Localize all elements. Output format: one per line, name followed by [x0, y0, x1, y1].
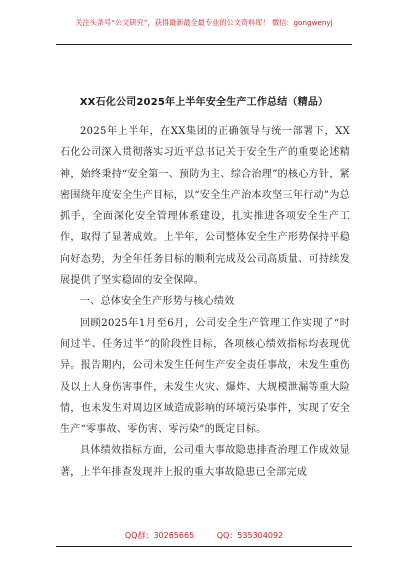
section-paragraph-2: 具体绩效指标方面，公司重大事故隐患排查治理工作成效显著，上半年排查发现并上报的重大事故隐患已全部完成	[60, 445, 350, 478]
footer-qq: QQ：535304092	[216, 531, 284, 540]
footer-qq-group: QQ群：30265665	[124, 531, 195, 540]
footer-contact	[0, 530, 408, 541]
header-divider	[56, 44, 352, 45]
document-body	[60, 121, 350, 483]
section-heading: 一、总体安全生产形势与核心绩效	[80, 296, 235, 308]
header-notice: 关注头条号“公文研究”，获得最新最全最专业的公文资料库！ 微信：gongwenyj	[75, 18, 333, 27]
section-paragraph-1: 回顾2025年1月至6月，公司安全生产管理工作实现了“时间过半、任务过半”的阶段性目标，各项核心绩效指标均表现优异。报告期内，公司未发生任何生产安全责任事故，未发生重伤及以上人身伤害事件，未发生火灾、爆炸、大规模泄漏等重大险情，也未发生对周边区域造成影响的环境污染事件，实现了安全生产“零事故、零伤害、零污染”的既定目标。	[60, 317, 350, 436]
footer-divider	[56, 546, 352, 547]
intro-paragraph: 2025年上半年，在XX集团的正确领导与统一部署下，XX石化公司深入贯彻落实习近平总书记关于安全生产的重要论述精神，始终秉持“安全第一、预防为主、综合治理”的核心方针，紧密围绕年度安全生产目标，以“安全生产治本攻坚三年行动”为总抓手，全面深化安全管理体系建设，扎实推进各项安全生产工作，取得了显著成效。上半年，公司整体安全生产形势保持平稳向好态势，为全年任务目标的顺利完成及公司高质量、可持续发展提供了坚实稳固的安全保障。	[60, 126, 350, 287]
document-title: XX石化公司2025年上半年安全生产工作总结（精品）	[79, 97, 329, 108]
